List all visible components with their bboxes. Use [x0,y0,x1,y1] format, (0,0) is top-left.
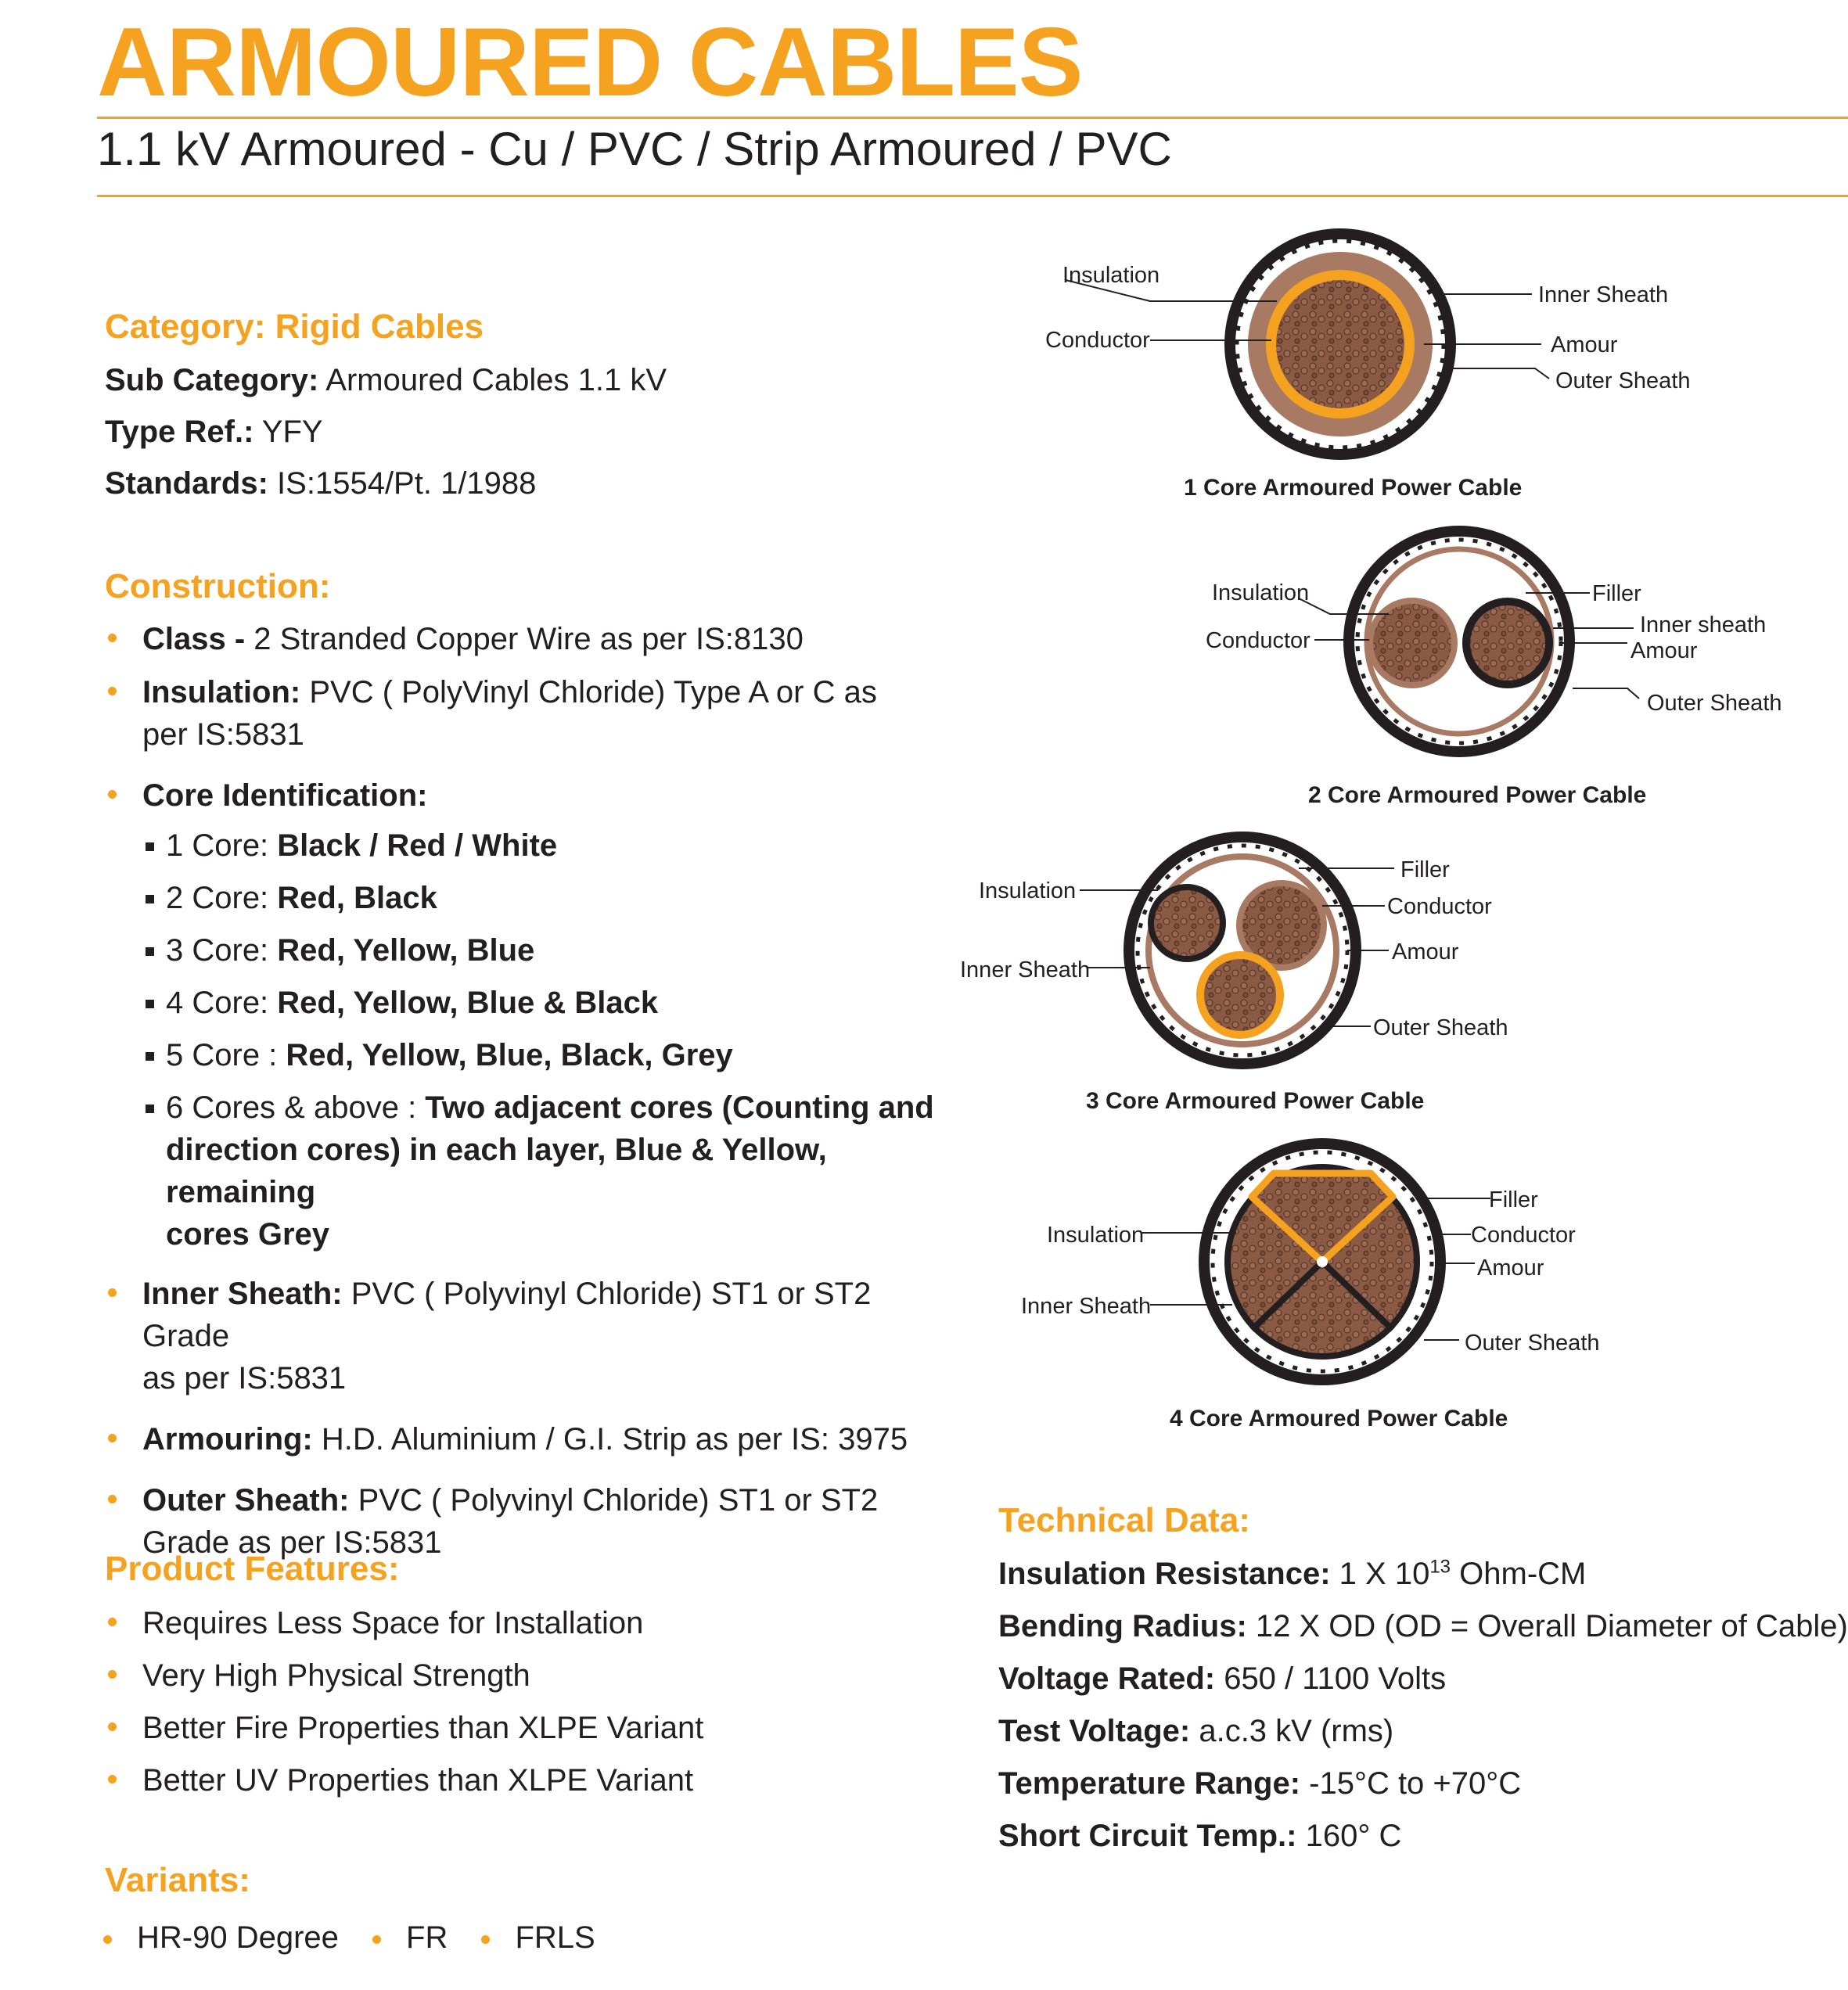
bullet-icon [372,1935,381,1944]
label-conductor: Conductor [1471,1223,1576,1248]
label-filler: Filler [1400,857,1450,882]
core-id-6-above: 6 Cores & above : Two adjacent cores (Counting and direction cores) in each layer, Blue & Yellow, remaining cores Grey [142,1087,934,1255]
feature-item: Requires Less Space for Installation [105,1602,703,1644]
category-heading: Category: Rigid Cables [105,307,484,346]
feature-item: Very High Physical Strength [105,1654,703,1697]
test-voltage: Test Voltage: a.c.3 kV (rms) [998,1714,1394,1748]
armouring-item: Armouring: H.D. Aluminium / G.I. Strip as per IS: 3975 [105,1418,934,1460]
insulation-resistance: Insulation Resistance: 1 X $10^{13}$ Ohm-CM [998,1556,1587,1591]
label-amour: Amour [1630,638,1698,663]
diagram-2-core [1206,526,1782,757]
label-outer-sheath: Outer Sheath [1555,368,1691,393]
short-circuit-temp: Short Circuit Temp.: 160° C [998,1819,1402,1853]
features-heading: Product Features: [105,1550,400,1588]
bending-radius: Bending Radius: 12 X OD (OD = Overall Diameter of Cable) [998,1609,1848,1643]
diagram-4-core [1021,1138,1600,1385]
label-amour: Amour [1551,332,1618,357]
standards: Standards: IS:1554/Pt. 1/1988 [105,466,537,501]
label-inner-sheath: Inner Sheath [960,957,1091,982]
type-ref: Type Ref.: YFY [105,415,323,449]
core-identification-item: Core Identification: 1 Core: Black / Red / White 2 Core: Red, Black 3 Core: Red, Yellow, Blue 4 Core: Red, Yellow, Blue & Black 5 Core : Red, Yellow, Blue, Black, Grey 6 Cores & above : Two adjacent cores (Counting and direction cores) in each layer, Blue & Yellow, remaining cores Grey [105,774,934,1255]
label-outer-sheath: Outer Sheath [1647,691,1782,716]
core-id-4: 4 Core: Red, Yellow, Blue & Black [142,982,934,1024]
technical-data [998,1555,1848,1855]
label-conductor: Conductor [1045,328,1150,353]
label-filler: Filler [1592,581,1641,606]
class-item: Class - 2 Stranded Copper Wire as per IS:8130 [105,618,934,660]
inner-sheath-item: Inner Sheath: PVC ( Polyvinyl Chloride) ST1 or ST2 Grade as per IS:5831 [105,1273,934,1399]
page-title: ARMOURED CABLES [97,9,1083,117]
variant-item: HR-90 Degree [137,1920,339,1955]
label-insulation: Insulation [1212,580,1310,605]
label-insulation: Insulation [1047,1223,1145,1248]
caption-1-core: 1 Core Armoured Power Cable [1184,475,1523,501]
feature-item: Better Fire Properties than XLPE Variant [105,1707,703,1749]
caption-4-core: 4 Core Armoured Power Cable [1170,1406,1508,1431]
label-inner-sheath: Inner Sheath [1538,282,1669,307]
label-inner-sheath: Inner sheath [1640,612,1767,638]
label-conductor: Conductor [1387,894,1492,919]
temperature-range: Temperature Range: -15°C to +70°C [998,1766,1522,1801]
label-amour: Amour [1392,939,1459,964]
outer-sheath-item: Outer Sheath: PVC ( Polyvinyl Chloride) ST1 or ST2 Grade as per IS:5831 [105,1479,934,1564]
core-id-2: 2 Core: Red, Black [142,877,934,919]
variants-list [103,1916,595,1959]
caption-2-core: 2 Core Armoured Power Cable [1308,782,1647,808]
label-filler: Filler [1489,1187,1538,1212]
voltage-rated: Voltage Rated: 650 / 1100 Volts [998,1661,1447,1696]
core-id-1: 1 Core: Black / Red / White [142,824,934,867]
construction-heading: Construction: [105,567,331,605]
diagram-3-core [960,832,1508,1069]
label-amour: Amour [1477,1255,1544,1281]
label-insulation: Insulation [1062,263,1160,288]
variants-heading: Variants: [105,1861,250,1899]
feature-item: Better UV Properties than XLPE Variant [105,1759,703,1801]
variant-item: FRLS [515,1920,595,1955]
caption-3-core: 3 Core Armoured Power Cable [1086,1088,1425,1114]
label-inner-sheath: Inner Sheath [1021,1294,1152,1319]
label-outer-sheath: Outer Sheath [1373,1015,1508,1040]
variant-item: FR [406,1920,448,1955]
core-id-3: 3 Core: Red, Yellow, Blue [142,929,934,972]
label-insulation: Insulation [979,878,1077,903]
label-outer-sheath: Outer Sheath [1465,1331,1600,1356]
bullet-icon [103,1935,112,1944]
label-conductor: Conductor [1206,628,1310,653]
diagram-1-core [1045,228,1691,460]
sub-category: Sub Category: Armoured Cables 1.1 kV [105,363,667,397]
technical-heading: Technical Data: [998,1501,1250,1539]
bullet-icon [481,1935,490,1944]
page-subtitle: 1.1 kV Armoured - Cu / PVC / Strip Armoured / PVC [97,123,1172,175]
core-id-5: 5 Core : Red, Yellow, Blue, Black, Grey [142,1034,934,1076]
insulation-item: Insulation: PVC ( PolyVinyl Chloride) Type A or C as per IS:5831 [105,671,934,756]
features-list [105,1602,703,1801]
